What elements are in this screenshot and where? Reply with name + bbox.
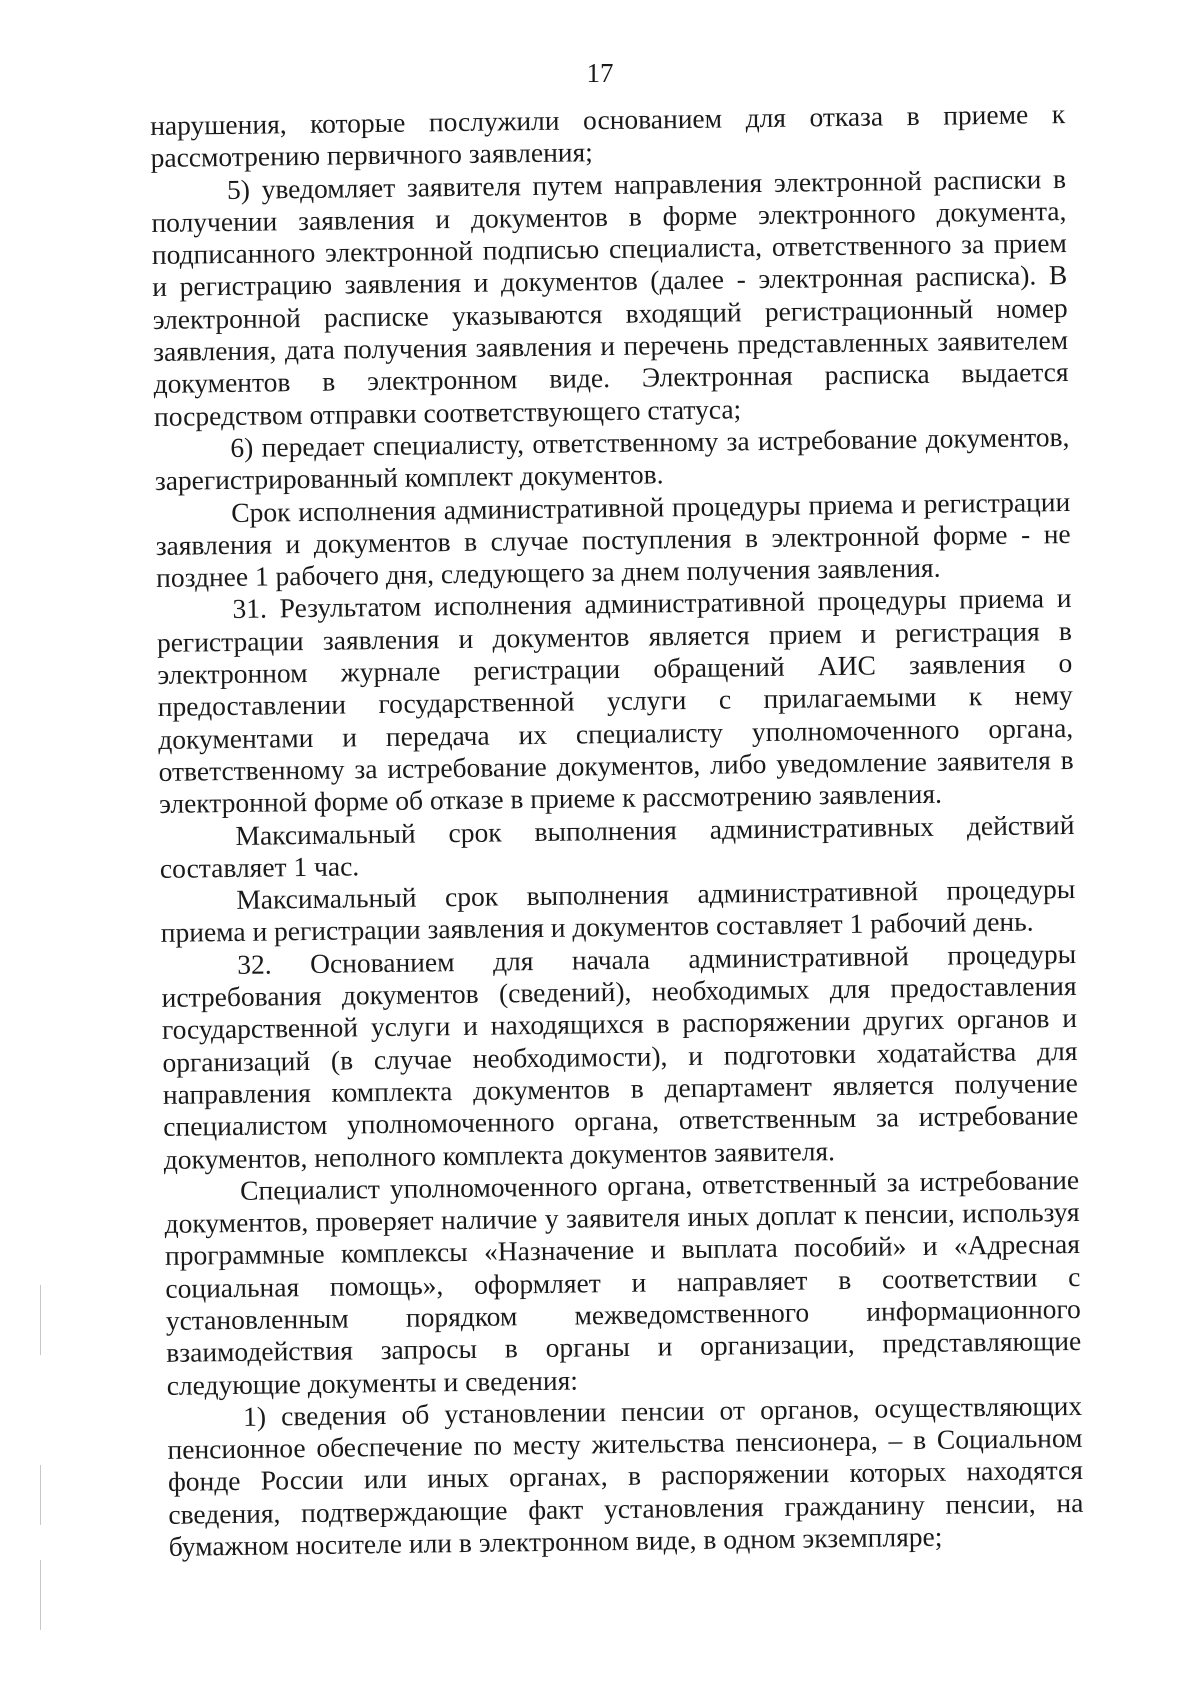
- scan-artifact: [40, 1465, 41, 1525]
- paragraph: 31. Результатом исполнения административной процедуры приема и регистрации заявления и документов является прием и регистрация в электронном журнале регистрации обращений АИС заявления о предоставлении государственной услуги с прилагаемыми к нему документами и передача их специалисту уполномоченного органа, ответственному за истребование документов, либо уведомление заявителя в электронной форме об отказе в приеме к рассмотрению заявления.: [156, 582, 1074, 820]
- document-body: [150, 98, 1084, 1563]
- paragraph: 5) уведомляет заявителя путем направления электронной расписки в получении заявления и документов в форме электронного документа, подписанного электронной подписью специалиста, ответственного за прием и регистрацию заявления и документов (далее - электронная расписка). В электронной расписке указываются входящий регистрационный номер заявления, дата получения заявления и перечень представленных заявителем документов в электронном виде. Электронная расписка выдается посредством отправки соответствующего статуса;: [151, 162, 1069, 432]
- page-number: 17: [586, 58, 614, 88]
- paragraph: 1) сведения об установлении пенсии от органов, осуществляющих пенсионное обеспечение по месту жительства пенсионера, – в Социальном фонде России или иных органах, в распоряжении которых находятся сведения, подтверждающие факт установления гражданину пенсии, на бумажном носителе или в электронном виде, в одном экземпляре;: [167, 1389, 1084, 1562]
- paragraph: Максимальный срок выполнения административной процедуры приема и регистрации заявления и документов составляет 1 рабочий день.: [160, 873, 1076, 949]
- paragraph: нарушения, которые послужили основанием для отказа в приеме к рассмотрению первичного заявления;: [150, 98, 1066, 174]
- paragraph: Специалист уполномоченного органа, ответственный за истребование документов, проверяет наличие у заявителя иных доплат к пенсии, используя программные комплексы «Назначение и выплата пособий» и «Адресная социальная помощь», оформляет и направляет в соответствии с установленным порядком межведомственного информационного взаимодействия запросы в органы и организации, представляющие следующие документы и сведения:: [164, 1163, 1082, 1401]
- scan-artifact: [40, 1560, 41, 1630]
- paragraph: Срок исполнения административной процедуры приема и регистрации заявления и документов в случае поступления в электронной форме - не позднее 1 рабочего дня, следующего за днем получения заявления.: [155, 485, 1071, 594]
- scan-artifact: [40, 1285, 41, 1355]
- paragraph: Максимальный срок выполнения административных действий составляет 1 час.: [159, 808, 1075, 884]
- paragraph: 32. Основанием для начала административной процедуры истребования документов (сведений), необходимых для предоставления государственной услуги и находящихся в распоряжении других органов и организаций (в случае необходимости), и подготовки ходатайства для направления комплекта документов в департамент является получение специалистом уполномоченного органа, ответственным за истребование документов, неполного комплекта документов заявителя.: [161, 937, 1079, 1175]
- paragraph: 6) передает специалисту, ответственному за истребование документов, зарегистрированный комплект документов.: [154, 420, 1070, 497]
